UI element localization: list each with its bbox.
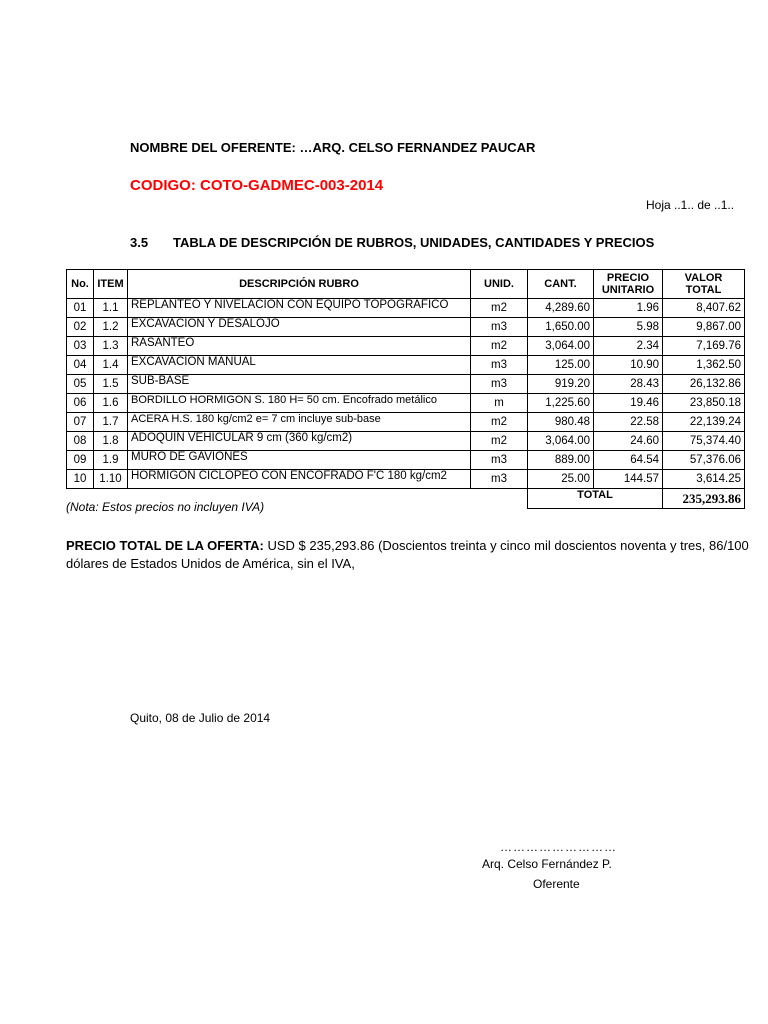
cell-precio: 2.34 — [594, 337, 663, 356]
precio-total-text: USD $ 235,293.86 (Doscientos treinta y cinco mil doscientos noventa y tres, 86/100 — [263, 538, 749, 553]
table-row — [67, 375, 745, 394]
cell-desc: BORDILLO HORMIGON S. 180 H= 50 cm. Encofrado metálico — [128, 394, 471, 413]
section-title: TABLA DE DESCRIPCIÓN DE RUBROS, UNIDADES, CANTIDADES Y PRECIOS — [173, 235, 655, 250]
cell-no: 05 — [67, 375, 94, 394]
cell-unid: m2 — [471, 299, 528, 318]
cell-unid: m3 — [471, 451, 528, 470]
cell-cant: 1,225.60 — [528, 394, 594, 413]
cell-cant: 889.00 — [528, 451, 594, 470]
cell-no: 02 — [67, 318, 94, 337]
cell-item: 1.6 — [94, 394, 128, 413]
codigo-title: CODIGO: COTO-GADMEC-003-2014 — [130, 177, 384, 194]
table-row — [67, 299, 745, 318]
header-unid: UNID. — [471, 270, 528, 299]
cell-item: 1.2 — [94, 318, 128, 337]
total-label: TOTAL — [528, 489, 663, 509]
signature-line: ……………………… — [500, 840, 617, 854]
cell-item: 1.5 — [94, 375, 128, 394]
cell-precio: 144.57 — [594, 470, 663, 489]
table-row — [67, 356, 745, 375]
cell-precio: 5.98 — [594, 318, 663, 337]
cell-desc: REPLANTEO Y NIVELACION CON EQUIPO TOPOGRAFICO — [128, 299, 471, 318]
cell-cant: 1,650.00 — [528, 318, 594, 337]
signer-name: Arq. Celso Fernández P. — [482, 857, 612, 871]
oferente-name: NOMBRE DEL OFERENTE: …ARQ. CELSO FERNANDEZ PAUCAR — [130, 140, 536, 155]
cell-unid: m2 — [471, 432, 528, 451]
cell-desc: EXCAVACION Y DESALOJO — [128, 318, 471, 337]
cell-no: 06 — [67, 394, 94, 413]
cell-no: 10 — [67, 470, 94, 489]
cell-desc: MURO DE GAVIONES — [128, 451, 471, 470]
cell-total: 1,362.50 — [663, 356, 745, 375]
cell-precio: 22.58 — [594, 413, 663, 432]
cell-desc: HORMIGON CICLOPEO CON ENCOFRADO F'C 180 kg/cm2 — [128, 470, 471, 489]
cell-desc: SUB-BASE — [128, 375, 471, 394]
iva-note: (Nota: Estos precios no incluyen IVA) — [66, 500, 265, 514]
page-indicator: Hoja ..1.. de ..1.. — [646, 198, 735, 212]
cell-item: 1.7 — [94, 413, 128, 432]
cell-total: 57,376.06 — [663, 451, 745, 470]
cell-cant: 980.48 — [528, 413, 594, 432]
cell-no: 03 — [67, 337, 94, 356]
cell-desc: ADOQUIN VEHICULAR 9 cm (360 kg/cm2) — [128, 432, 471, 451]
cell-desc: EXCAVACION MANUAL — [128, 356, 471, 375]
cell-item: 1.8 — [94, 432, 128, 451]
cell-precio: 10.90 — [594, 356, 663, 375]
total-value: 235,293.86 — [663, 489, 745, 509]
cell-cant: 125.00 — [528, 356, 594, 375]
cell-unid: m — [471, 394, 528, 413]
cell-desc: ACERA H.S. 180 kg/cm2 e= 7 cm incluye sub-base — [128, 413, 471, 432]
precio-total-line — [66, 538, 749, 553]
table-row — [67, 413, 745, 432]
header-precio-line1: PRECIO — [606, 272, 650, 284]
table-row — [67, 432, 745, 451]
cell-total: 26,132.86 — [663, 375, 745, 394]
table-row — [67, 318, 745, 337]
cell-item: 1.9 — [94, 451, 128, 470]
header-precio — [594, 270, 663, 299]
header-desc: DESCRIPCIÓN RUBRO — [128, 270, 471, 299]
section-number: 3.5 — [130, 235, 149, 250]
cell-no: 08 — [67, 432, 94, 451]
cell-precio: 1.96 — [594, 299, 663, 318]
table-header-row — [67, 270, 745, 299]
cell-total: 8,407.62 — [663, 299, 745, 318]
cell-cant: 3,064.00 — [528, 337, 594, 356]
cell-precio: 24.60 — [594, 432, 663, 451]
header-valor-line2: TOTAL — [685, 284, 722, 296]
cell-item: 1.10 — [94, 470, 128, 489]
cell-unid: m3 — [471, 470, 528, 489]
cell-item: 1.1 — [94, 299, 128, 318]
signer-role: Oferente — [533, 877, 580, 891]
cell-no: 01 — [67, 299, 94, 318]
cell-total: 9,867.00 — [663, 318, 745, 337]
header-precio-line2: UNITARIO — [601, 284, 655, 296]
header-cant: CANT. — [528, 270, 594, 299]
header-valor — [663, 270, 745, 299]
cell-unid: m3 — [471, 356, 528, 375]
cell-desc: RASANTEO — [128, 337, 471, 356]
cell-unid: m2 — [471, 413, 528, 432]
header-valor-line1: VALOR — [684, 272, 723, 284]
header-item: ITEM — [94, 270, 128, 299]
cell-total: 75,374.40 — [663, 432, 745, 451]
date-place: Quito, 08 de Julio de 2014 — [130, 711, 271, 725]
cell-total: 22,139.24 — [663, 413, 745, 432]
table-row — [67, 470, 745, 489]
cell-cant: 919.20 — [528, 375, 594, 394]
cell-item: 1.3 — [94, 337, 128, 356]
cell-no: 07 — [67, 413, 94, 432]
cell-total: 23,850.18 — [663, 394, 745, 413]
cell-cant: 25.00 — [528, 470, 594, 489]
cell-precio: 64.54 — [594, 451, 663, 470]
cell-no: 09 — [67, 451, 94, 470]
cell-total: 3,614.25 — [663, 470, 745, 489]
cell-unid: m3 — [471, 375, 528, 394]
cell-precio: 19.46 — [594, 394, 663, 413]
cell-precio: 28.43 — [594, 375, 663, 394]
table-row — [67, 337, 745, 356]
table-row — [67, 451, 745, 470]
cell-unid: m3 — [471, 318, 528, 337]
precio-total-label: PRECIO TOTAL DE LA OFERTA: — [66, 538, 264, 553]
cell-total: 7,169.76 — [663, 337, 745, 356]
precio-total-line2: dólares de Estados Unidos de América, sin el IVA, — [66, 556, 355, 571]
rubros-table — [66, 269, 745, 509]
header-no: No. — [67, 270, 94, 299]
cell-cant: 4,289.60 — [528, 299, 594, 318]
cell-unid: m2 — [471, 337, 528, 356]
cell-item: 1.4 — [94, 356, 128, 375]
table-row — [67, 394, 745, 413]
cell-cant: 3,064.00 — [528, 432, 594, 451]
cell-no: 04 — [67, 356, 94, 375]
